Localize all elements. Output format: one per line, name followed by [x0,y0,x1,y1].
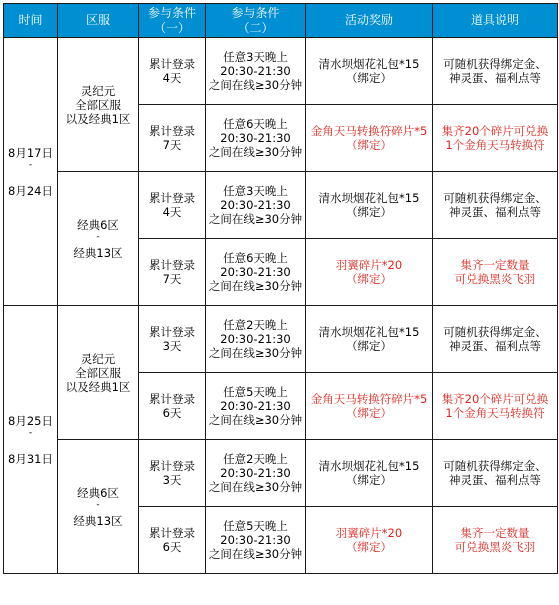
condition-2-line: 20:30-21:30 [220,533,291,547]
header-time-label: 时间 [18,13,43,27]
server-name-line: 全部区服 [75,97,121,112]
header-item-description-label: 道具说明 [470,13,519,27]
condition-2-line: 任意6天晚上 [223,251,288,265]
condition-2-line: 之间在线≥30分钟 [208,279,303,293]
condition-1-line: 累计登录 [149,526,195,540]
activity-schedule-table [3,3,558,574]
condition-2-line: 任意3天晚上 [223,184,288,198]
item-description-line: 神灵蛋、福利点等 [449,473,541,487]
period-end-date: 8月24日 [8,183,53,198]
condition-2-line: 之间在线≥30分钟 [208,480,303,494]
condition-1-line: 累计登录 [149,57,195,71]
condition-2-cell [206,507,306,574]
reward-line: 清水坝烟花礼包*15 [318,191,420,205]
header-row [4,4,558,38]
condition-2-line: 任意5天晚上 [223,385,288,399]
header-reward-label: 活动奖励 [344,13,393,27]
server-name-line: 灵纪元 [80,351,116,366]
header-condition-2-label: 参与条件 （二） [231,5,280,35]
header-condition-2 [206,4,306,38]
condition-2-line: 20:30-21:30 [220,466,291,480]
condition-2-line: 20:30-21:30 [220,131,291,145]
condition-1-line: 4天 [162,71,182,85]
reward-line: 清水坝烟花礼包*15 [318,325,420,339]
condition-1-line: 6天 [162,406,182,420]
condition-1-line: 累计登录 [149,392,195,406]
table-row [4,306,558,373]
condition-2-cell [206,239,306,306]
condition-1-cell [139,105,206,172]
condition-1-cell [139,38,206,105]
reward-line: （绑定） [346,138,392,152]
condition-2-line: 任意2天晚上 [223,318,288,332]
condition-1-cell [139,507,206,574]
item-description-cell [433,507,558,574]
condition-2-line: 之间在线≥30分钟 [208,145,303,159]
server-cell [58,306,139,440]
server-range-separator: - [96,499,100,510]
reward-line: 羽翼碎片*20 [335,526,403,540]
reward-line: （绑定） [346,71,392,85]
header-condition-1 [139,4,206,38]
condition-2-line: 之间在线≥30分钟 [208,78,303,92]
condition-2-cell [206,373,306,440]
condition-1-line: 累计登录 [149,325,195,339]
server-name-line: 灵纪元 [80,83,116,98]
period-start-date: 8月17日 [8,145,53,160]
reward-cell [306,440,433,507]
server-name-line: 经典6区 [77,217,119,232]
server-name-line: 以及经典1区 [65,111,131,126]
item-description-line: 集齐一定数量 [460,526,530,540]
reward-line: （绑定） [346,205,392,219]
item-description-line: 1个金角天马转换符 [445,406,545,420]
header-server [58,4,139,38]
item-description-line: 可随机获得绑定金、 [443,191,547,205]
condition-1-cell [139,306,206,373]
period-start-date: 8月25日 [8,413,53,428]
table-row [4,440,558,507]
item-description-line: 神灵蛋、福利点等 [449,339,541,353]
item-description-line: 1个金角天马转换符 [445,138,545,152]
condition-1-line: 累计登录 [149,124,195,138]
reward-line: 羽翼碎片*20 [335,258,403,272]
condition-1-line: 累计登录 [149,191,195,205]
period-separator: - [28,427,33,438]
table-row [4,38,558,105]
condition-1-line: 7天 [162,272,182,286]
condition-2-line: 20:30-21:30 [220,399,291,413]
item-description-cell [433,440,558,507]
reward-cell [306,306,433,373]
condition-2-line: 20:30-21:30 [220,64,291,78]
item-description-line: 可兑换黑炎飞羽 [454,540,536,554]
condition-2-line: 20:30-21:30 [220,265,291,279]
condition-2-cell [206,105,306,172]
header-server-label: 区服 [85,13,110,27]
reward-cell [306,38,433,105]
item-description-cell [433,38,558,105]
item-description-line: 可兑换黑炎飞羽 [454,272,536,286]
reward-line: 清水坝烟花礼包*15 [318,459,420,473]
period-separator: - [28,159,33,170]
condition-1-line: 3天 [162,473,182,487]
server-name-line: 经典13区 [73,245,123,260]
condition-2-line: 任意3天晚上 [223,50,288,64]
reward-line: （绑定） [346,272,392,286]
reward-line: 金角天马转换符碎片*5 [310,392,428,406]
server-cell [58,440,139,574]
item-description-cell [433,306,558,373]
schedule-table-wrapper [3,3,558,574]
period-cell [4,38,58,306]
condition-1-cell [139,172,206,239]
period-spacer [4,170,57,184]
condition-1-line: 7天 [162,138,182,152]
server-range-separator: - [96,231,100,242]
header-time [4,4,58,38]
reward-line: （绑定） [346,406,392,420]
item-description-line: 集齐一定数量 [460,258,530,272]
reward-line: （绑定） [346,339,392,353]
schedule-body [4,38,558,574]
table-row [4,172,558,239]
reward-cell [306,172,433,239]
condition-1-cell [139,440,206,507]
item-description-cell [433,239,558,306]
reward-cell [306,507,433,574]
condition-2-line: 20:30-21:30 [220,332,291,346]
condition-2-line: 之间在线≥30分钟 [208,547,303,561]
server-name-line: 全部区服 [75,365,121,380]
condition-2-cell [206,172,306,239]
item-description-line: 集齐20个碎片可兑换 [441,392,549,406]
condition-2-line: 任意2天晚上 [223,452,288,466]
header-reward [306,4,433,38]
item-description-line: 集齐20个碎片可兑换 [441,124,549,138]
condition-2-line: 任意6天晚上 [223,117,288,131]
condition-1-line: 累计登录 [149,258,195,272]
reward-line: （绑定） [346,540,392,554]
condition-2-cell [206,306,306,373]
reward-cell [306,105,433,172]
server-cell [58,172,139,306]
item-description-line: 可随机获得绑定金、 [443,57,547,71]
reward-cell [306,239,433,306]
condition-2-line: 任意5天晚上 [223,519,288,533]
condition-1-line: 累计登录 [149,459,195,473]
item-description-line: 神灵蛋、福利点等 [449,71,541,85]
condition-1-cell [139,373,206,440]
server-name-line: 经典6区 [77,485,119,500]
item-description-cell [433,172,558,239]
reward-line: 清水坝烟花礼包*15 [318,57,420,71]
condition-2-cell [206,440,306,507]
period-cell [4,306,58,574]
reward-cell [306,373,433,440]
item-description-cell [433,105,558,172]
reward-line: （绑定） [346,473,392,487]
server-name-line: 以及经典1区 [65,379,131,394]
reward-line: 金角天马转换符碎片*5 [310,124,428,138]
condition-2-line: 之间在线≥30分钟 [208,413,303,427]
condition-2-cell [206,38,306,105]
condition-2-line: 之间在线≥30分钟 [208,346,303,360]
condition-1-line: 6天 [162,540,182,554]
item-description-line: 可随机获得绑定金、 [443,325,547,339]
condition-1-line: 3天 [162,339,182,353]
condition-2-line: 之间在线≥30分钟 [208,212,303,226]
item-description-line: 可随机获得绑定金、 [443,459,547,473]
item-description-cell [433,373,558,440]
item-description-line: 神灵蛋、福利点等 [449,205,541,219]
server-name-line: 经典13区 [73,513,123,528]
period-spacer [4,438,57,452]
server-cell [58,38,139,172]
header-item-description [433,4,558,38]
condition-1-line: 4天 [162,205,182,219]
condition-1-cell [139,239,206,306]
header-condition-1-label: 参与条件 （一） [147,5,196,35]
period-end-date: 8月31日 [8,451,53,466]
condition-2-line: 20:30-21:30 [220,198,291,212]
